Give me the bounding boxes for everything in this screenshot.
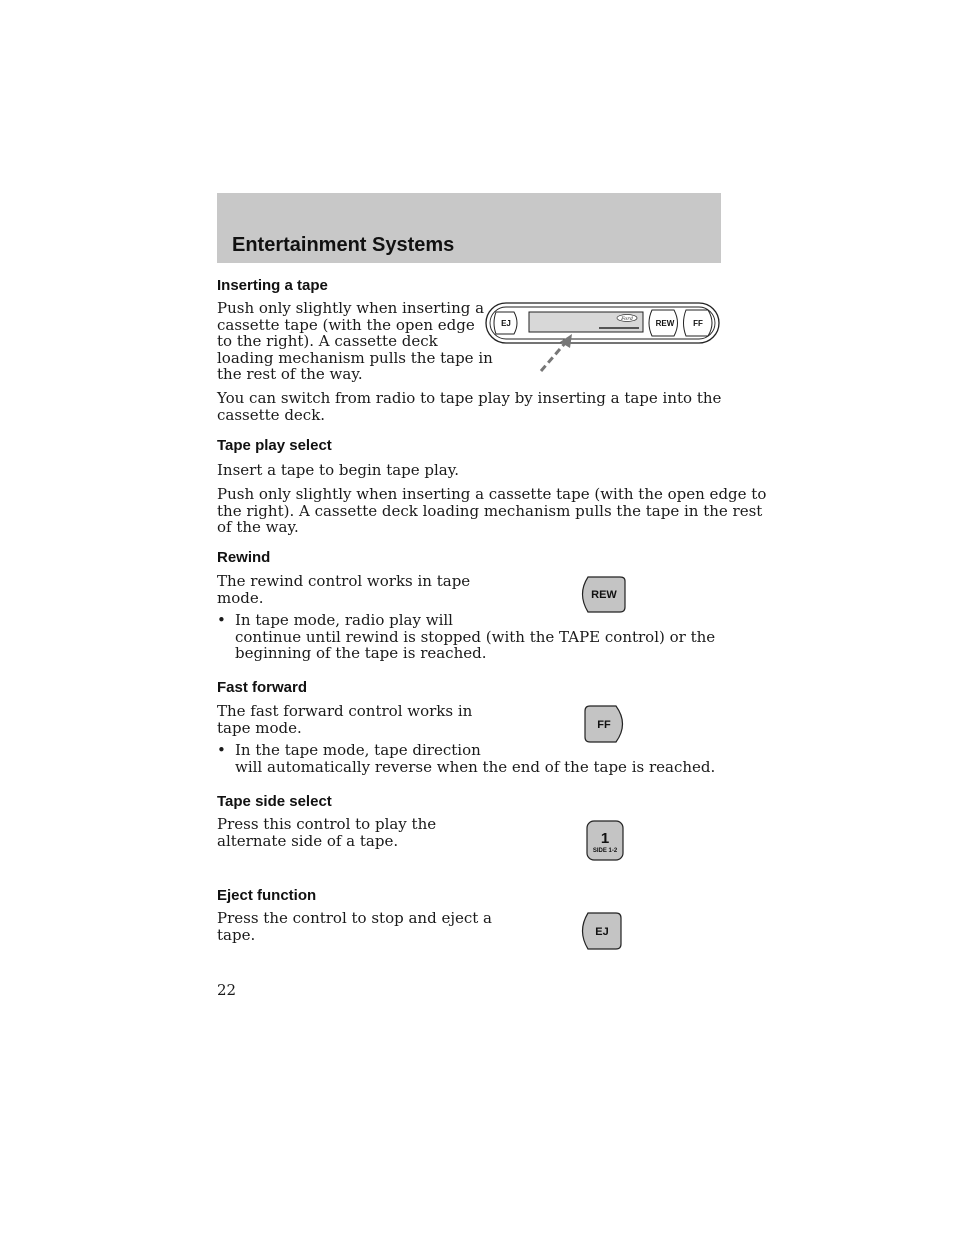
text-line: mode. (217, 588, 264, 607)
section-banner (217, 193, 721, 263)
text-line: the rest of the way. (217, 365, 363, 383)
ford-logo-text: Ford (621, 316, 633, 322)
eject-button-icon (576, 910, 626, 954)
inserting-tape-paragraph (217, 300, 493, 383)
deck-ej-label: EJ (501, 319, 511, 328)
eject-button-label: EJ (595, 926, 609, 938)
cassette-deck-illustration (484, 298, 724, 374)
section-title: Entertainment Systems (232, 234, 455, 256)
side-button-number: 1 (600, 830, 610, 847)
text-line: continue until rewind is stopped (with the TAPE control) or the (235, 627, 716, 646)
text-line: beginning of the tape is reached. (235, 644, 487, 662)
side-button-sublabel: SIDE 1-2 (592, 848, 618, 854)
heading-tape-side-select: Tape side select (217, 793, 332, 810)
deck-eject-button (494, 312, 517, 334)
rew-button-label: REW (591, 589, 617, 601)
deck-rew-button (649, 310, 678, 336)
text-line: the right). A cassette deck loading mechanism pulls the tape in the rest (217, 501, 763, 520)
heading-tape-play-select: Tape play select (217, 437, 332, 454)
text-line: tape mode. (217, 718, 302, 737)
slot-mark (599, 327, 639, 329)
text-line: In tape mode, radio play will (235, 611, 453, 629)
text-line: Push only slightly when inserting a cassette tape (with the open edge to (217, 485, 767, 503)
text-line: to the right). A cassette deck (217, 332, 438, 350)
rewind-paragraph (217, 573, 470, 606)
fast-forward-bullet (217, 742, 717, 778)
text-line: of the way. (217, 518, 299, 536)
heading-eject-function: Eject function (217, 887, 317, 904)
text-line: alternate side of a tape. (217, 831, 399, 850)
heading-inserting-tape: Inserting a tape (217, 277, 328, 294)
tape-play-paragraph-2 (217, 486, 766, 536)
bullet-dot: • (217, 741, 226, 759)
text-line: In the tape mode, tape direction (235, 741, 481, 759)
text-line: Press this control to play the (217, 815, 437, 833)
inserting-tape-paragraph-2 (217, 390, 721, 423)
text-line: cassette deck. (217, 405, 326, 424)
rewind-bullet (217, 612, 717, 664)
text-line: You can switch from radio to tape play by inserting a tape into the (217, 389, 722, 407)
text-line: Press the control to stop and eject a (217, 909, 492, 927)
page-number: 22 (217, 981, 237, 999)
ff-button-icon (582, 703, 632, 745)
text-line: cassette tape (with the open edge (217, 315, 475, 334)
text-line: The rewind control works in tape (217, 572, 471, 590)
deck-ff-label: FF (693, 319, 703, 328)
heading-rewind: Rewind (217, 549, 271, 566)
fast-forward-paragraph (217, 703, 472, 736)
deck-rew-label: REW (655, 319, 675, 328)
ff-button-label: FF (597, 719, 611, 731)
text-line: loading mechanism pulls the tape in (217, 348, 493, 367)
bullet-dot: • (217, 611, 226, 629)
text-line: The fast forward control works in (217, 702, 473, 720)
eject-paragraph (217, 910, 492, 943)
tape-play-paragraph-1: Insert a tape to begin tape play. (217, 461, 459, 479)
tape-side-paragraph (217, 816, 436, 849)
deck-ff-button (684, 310, 713, 336)
heading-fast-forward: Fast forward (217, 679, 308, 696)
text-line: Push only slightly when inserting a (217, 299, 485, 317)
side-select-button-icon (584, 818, 628, 864)
text-line: tape. (217, 925, 256, 944)
text-line: will automatically reverse when the end of the tape is reached. (235, 757, 716, 776)
rew-button-icon (576, 574, 628, 616)
